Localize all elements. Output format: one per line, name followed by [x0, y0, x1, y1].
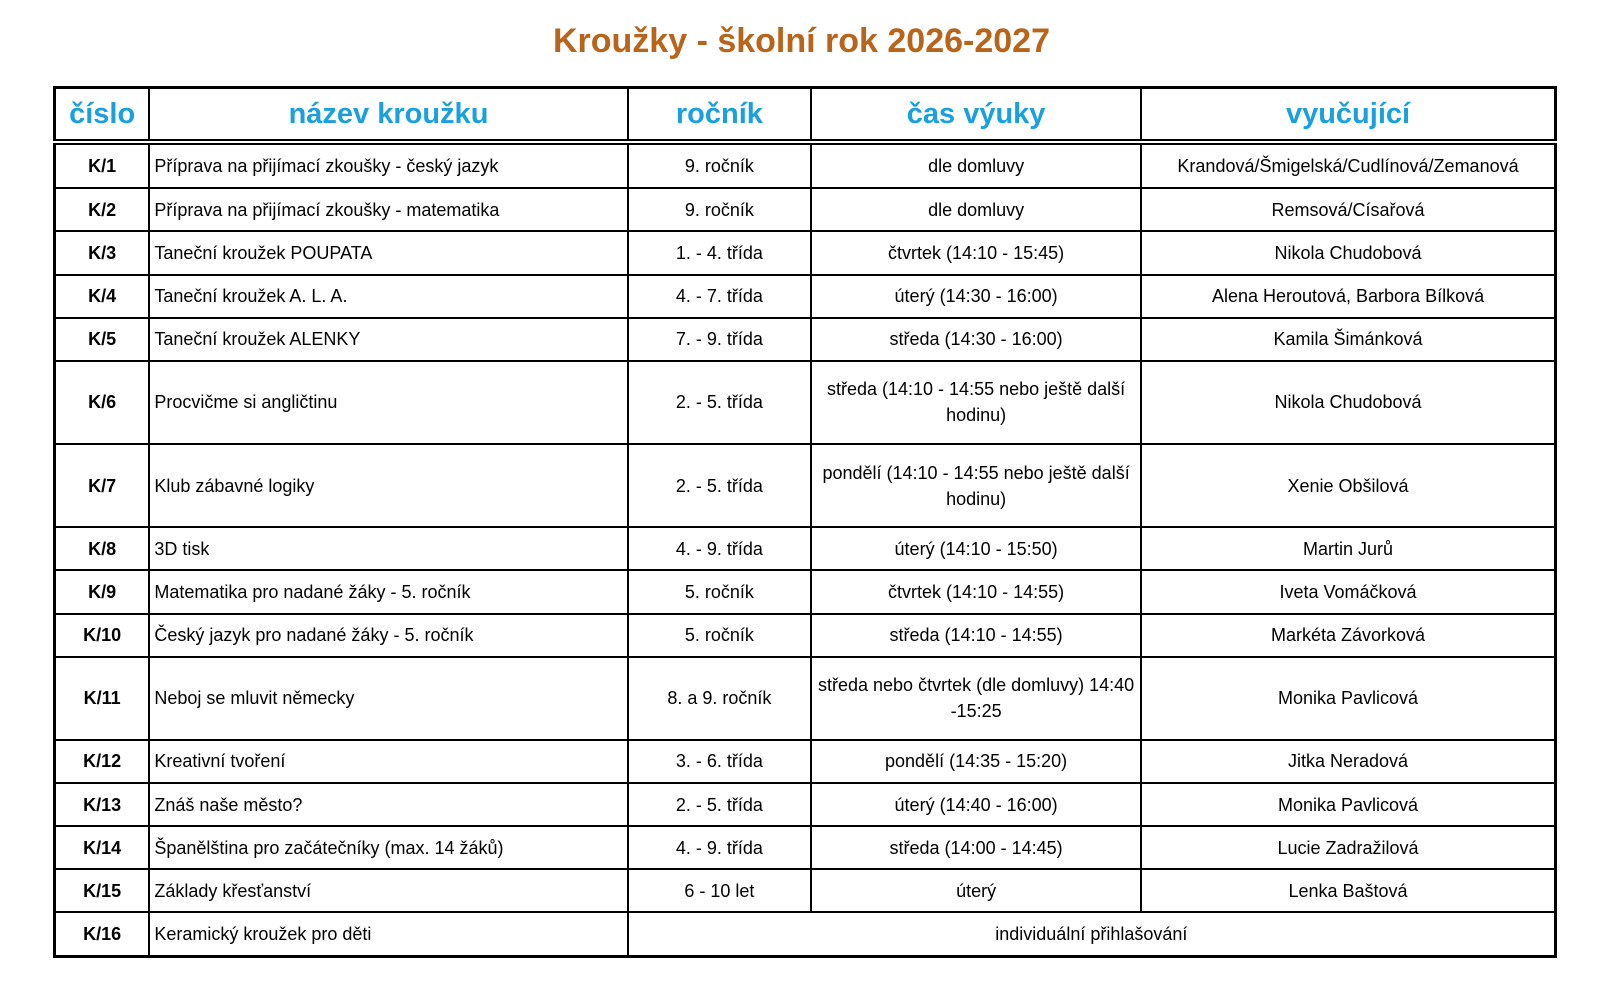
- cell-grade: 2. - 5. třída: [628, 783, 812, 826]
- cell-teacher: Remsová/Císařová: [1141, 188, 1555, 231]
- cell-grade: 4. - 7. třída: [628, 275, 812, 318]
- cell-teacher: Markéta Závorková: [1141, 614, 1555, 657]
- cell-time: úterý (14:10 - 15:50): [811, 527, 1141, 570]
- table-row: [55, 783, 1556, 826]
- header-teacher: vyučující: [1141, 88, 1555, 143]
- cell-club-name: Český jazyk pro nadané žáky - 5. ročník: [149, 614, 627, 657]
- table-row: [55, 444, 1556, 527]
- table-row: [55, 740, 1556, 783]
- cell-teacher: Lucie Zadražilová: [1141, 826, 1555, 869]
- header-grade: ročník: [628, 88, 812, 143]
- cell-number: K/2: [55, 188, 150, 231]
- table-row: [55, 657, 1556, 740]
- header-number: číslo: [55, 88, 150, 143]
- cell-grade: 8. a 9. ročník: [628, 657, 812, 740]
- table-row: [55, 527, 1556, 570]
- cell-number: K/11: [55, 657, 150, 740]
- cell-number: K/15: [55, 869, 150, 912]
- table-row: [55, 361, 1556, 444]
- cell-number: K/5: [55, 318, 150, 361]
- cell-club-name: Taneční kroužek A. L. A.: [149, 275, 627, 318]
- cell-club-name: Příprava na přijímací zkoušky - matematika: [149, 188, 627, 231]
- cell-number: K/7: [55, 444, 150, 527]
- cell-time: středa (14:30 - 16:00): [811, 318, 1141, 361]
- clubs-table: [53, 86, 1557, 958]
- table-row: [55, 318, 1556, 361]
- cell-time: dle domluvy: [811, 142, 1141, 188]
- cell-teacher: Monika Pavlicová: [1141, 657, 1555, 740]
- cell-teacher: Martin Jurů: [1141, 527, 1555, 570]
- cell-teacher: Nikola Chudobová: [1141, 231, 1555, 274]
- table-row: [55, 869, 1556, 912]
- cell-time: úterý (14:30 - 16:00): [811, 275, 1141, 318]
- cell-club-name: Příprava na přijímací zkoušky - český jazyk: [149, 142, 627, 188]
- cell-club-name: Keramický kroužek pro děti: [149, 912, 627, 956]
- cell-teacher: Xenie Obšilová: [1141, 444, 1555, 527]
- cell-grade: 9. ročník: [628, 188, 812, 231]
- cell-number: K/12: [55, 740, 150, 783]
- cell-club-name: Kreativní tvoření: [149, 740, 627, 783]
- cell-number: K/1: [55, 142, 150, 188]
- cell-grade: 3. - 6. třída: [628, 740, 812, 783]
- cell-time: čtvrtek (14:10 - 15:45): [811, 231, 1141, 274]
- table-body: [55, 142, 1556, 957]
- table-row: [55, 275, 1556, 318]
- cell-teacher: Iveta Vomáčková: [1141, 570, 1555, 613]
- cell-time: středa nebo čtvrtek (dle domluvy) 14:40 -15:25: [811, 657, 1141, 740]
- table-row: [55, 188, 1556, 231]
- cell-teacher: Jitka Neradová: [1141, 740, 1555, 783]
- cell-club-name: Matematika pro nadané žáky - 5. ročník: [149, 570, 627, 613]
- header-club-name: název kroužku: [149, 88, 627, 143]
- cell-time: úterý (14:40 - 16:00): [811, 783, 1141, 826]
- page-title: Kroužky - školní rok 2026-2027: [552, 22, 1050, 60]
- cell-time: pondělí (14:35 - 15:20): [811, 740, 1141, 783]
- cell-teacher: Nikola Chudobová: [1141, 361, 1555, 444]
- table-row: [55, 826, 1556, 869]
- cell-grade: 6 - 10 let: [628, 869, 812, 912]
- table-row: [55, 570, 1556, 613]
- cell-grade: 4. - 9. třída: [628, 527, 812, 570]
- table-row: [55, 142, 1556, 188]
- cell-club-name: 3D tisk: [149, 527, 627, 570]
- cell-registration-note: individuální přihlašování: [628, 912, 1556, 956]
- table-row: [55, 614, 1556, 657]
- cell-number: K/3: [55, 231, 150, 274]
- cell-teacher: Monika Pavlicová: [1141, 783, 1555, 826]
- cell-teacher: Kamila Šimánková: [1141, 318, 1555, 361]
- cell-time: dle domluvy: [811, 188, 1141, 231]
- cell-club-name: Procvičme si angličtinu: [149, 361, 627, 444]
- cell-club-name: Taneční kroužek ALENKY: [149, 318, 627, 361]
- cell-time: středa (14:10 - 14:55): [811, 614, 1141, 657]
- cell-number: K/4: [55, 275, 150, 318]
- cell-time: čtvrtek (14:10 - 14:55): [811, 570, 1141, 613]
- cell-club-name: Taneční kroužek POUPATA: [149, 231, 627, 274]
- cell-number: K/13: [55, 783, 150, 826]
- cell-number: K/9: [55, 570, 150, 613]
- cell-club-name: Neboj se mluvit německy: [149, 657, 627, 740]
- header-time: čas výuky: [811, 88, 1141, 143]
- cell-number: K/10: [55, 614, 150, 657]
- cell-grade: 7. - 9. třída: [628, 318, 812, 361]
- cell-grade: 4. - 9. třída: [628, 826, 812, 869]
- cell-number: K/14: [55, 826, 150, 869]
- cell-club-name: Základy křesťanství: [149, 869, 627, 912]
- cell-time: středa (14:00 - 14:45): [811, 826, 1141, 869]
- table-row: [55, 231, 1556, 274]
- cell-grade: 5. ročník: [628, 570, 812, 613]
- table-header-row: [55, 88, 1556, 143]
- cell-time: úterý: [811, 869, 1141, 912]
- cell-number: K/8: [55, 527, 150, 570]
- cell-club-name: Znáš naše město?: [149, 783, 627, 826]
- cell-club-name: Klub zábavné logiky: [149, 444, 627, 527]
- cell-grade: 2. - 5. třída: [628, 361, 812, 444]
- table-row-last: [55, 912, 1556, 956]
- cell-time: středa (14:10 - 14:55 nebo ještě další hodinu): [811, 361, 1141, 444]
- cell-teacher: Alena Heroutová, Barbora Bílková: [1141, 275, 1555, 318]
- cell-grade: 1. - 4. třída: [628, 231, 812, 274]
- cell-grade: 2. - 5. třída: [628, 444, 812, 527]
- cell-teacher: Krandová/Šmigelská/Cudlínová/Zemanová: [1141, 142, 1555, 188]
- cell-number: K/16: [55, 912, 150, 956]
- cell-grade: 9. ročník: [628, 142, 812, 188]
- cell-grade: 5. ročník: [628, 614, 812, 657]
- cell-number: K/6: [55, 361, 150, 444]
- cell-time: pondělí (14:10 - 14:55 nebo ještě další hodinu): [811, 444, 1141, 527]
- cell-club-name: Španělština pro začátečníky (max. 14 žáků): [149, 826, 627, 869]
- cell-teacher: Lenka Baštová: [1141, 869, 1555, 912]
